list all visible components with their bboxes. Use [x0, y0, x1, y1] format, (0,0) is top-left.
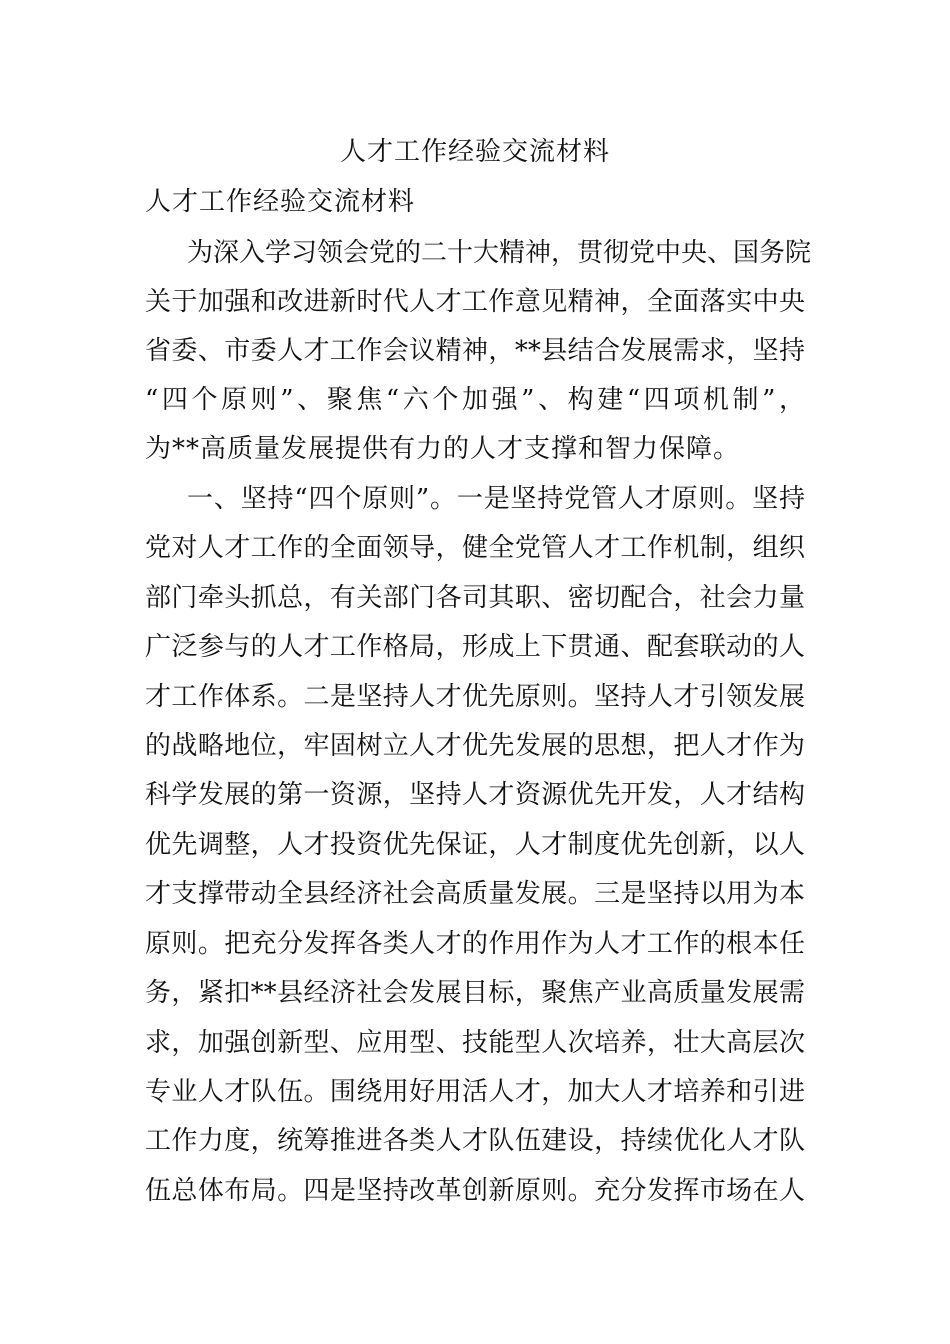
paragraph-1-line: “四个原则”、聚焦“六个加强”、构建“四项机制”，	[145, 385, 805, 415]
paragraph-2-line: 才支撑带动全县经济社会高质量发展。三是坚持以用为本	[145, 879, 805, 909]
paragraph-2-line: 务，紧扣**县经济社会发展目标，聚焦产业高质量发展需	[145, 978, 805, 1008]
document-subtitle: 人才工作经验交流材料	[145, 187, 416, 217]
paragraph-2-line: 广泛参与的人才工作格局，形成上下贯通、配套联动的人	[145, 632, 805, 662]
paragraph-1-line: 为**高质量发展提供有力的人才支撑和智力保障。	[145, 434, 741, 464]
paragraph-1-line: 关于加强和改进新时代人才工作意见精神，全面落实中央	[145, 287, 805, 317]
paragraph-2-line: 科学发展的第一资源，坚持人才资源优先开发，人才结构	[145, 780, 805, 810]
paragraph-2-line: 求，加强创新型、应用型、技能型人次培养，壮大高层次	[145, 1028, 805, 1058]
paragraph-2-line: 原则。把充分发挥各类人才的作用作为人才工作的根本任	[145, 929, 805, 959]
paragraph-2-line: 一、坚持“四个原则”。一是坚持党管人才原则。坚持	[187, 484, 805, 514]
paragraph-2-line: 才工作体系。二是坚持人才优先原则。坚持人才引领发展	[145, 682, 805, 712]
paragraph-2-line: 伍总体布局。四是坚持改革创新原则。充分发挥市场在人	[145, 1176, 805, 1206]
paragraph-2-line: 优先调整，人才投资优先保证，人才制度优先创新，以人	[145, 830, 805, 860]
paragraph-2-line: 工作力度，统筹推进各类人才队伍建设，持续优化人才队	[145, 1126, 805, 1156]
paragraph-2-line: 专业人才队伍。围绕用好用活人才，加大人才培养和引进	[145, 1077, 805, 1107]
paragraph-2-line: 部门牵头抓总，有关部门各司其职、密切配合，社会力量	[145, 583, 805, 613]
paragraph-2-line: 的战略地位，牢固树立人才优先发展的思想，把人才作为	[145, 731, 805, 761]
paragraph-1-line: 省委、市委人才工作会议精神，**县结合发展需求，坚持	[145, 336, 805, 366]
paragraph-2-line: 党对人才工作的全面领导，健全党管人才工作机制，组织	[145, 533, 805, 563]
document-title: 人才工作经验交流材料	[339, 137, 610, 167]
paragraph-1-line: 为深入学习领会党的二十大精神，贯彻党中央、国务院	[187, 238, 812, 268]
